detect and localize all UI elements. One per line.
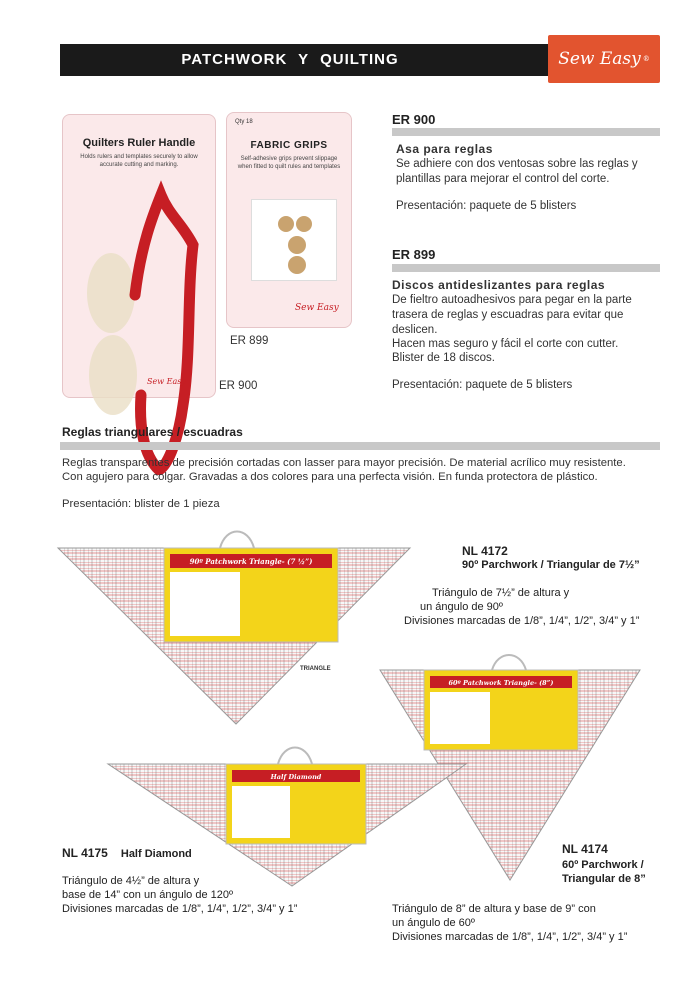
fabric-grips-photo xyxy=(226,112,352,328)
er899-code: ER 899 xyxy=(392,247,436,262)
er899-line: deslicen. xyxy=(392,324,438,336)
nl4175-name: Half Diamond xyxy=(120,848,192,860)
ruler-handle-photo xyxy=(62,114,216,398)
triangles-line: Con agujero para colgar. Gravadas a dos colores para una perfecta visión. En funda protectora de plástico. xyxy=(62,471,598,483)
er899-line: De fieltro autoadhesivos para pegar en la parte xyxy=(392,294,632,306)
er899-presentation: Presentación: paquete de 5 blisters xyxy=(392,379,573,391)
photo-title: FABRIC GRIPS xyxy=(250,140,328,151)
package-title-60: 60º Patchwork Triangle- (8”) xyxy=(448,679,554,687)
nl4175-line: base de 14” con un ángulo de 120º xyxy=(62,889,233,901)
grip-disc xyxy=(278,216,294,232)
triangles-heading: Reglas triangulares / escuadras xyxy=(62,425,243,439)
triangles-line: Reglas transparentes de precisión cortadas con lasser para mayor precisión. De material acrílico muy resistente. xyxy=(62,457,626,469)
nl4172-name: 90º Parchwork / Triangular de 7½” xyxy=(462,559,640,571)
nl4172-line: Divisiones marcadas de 1/8”, 1/4”, 1/2”, 3/4” y 1” xyxy=(404,615,640,627)
nl4174-line: un ángulo de 60º xyxy=(392,917,475,929)
grips-sheet xyxy=(251,199,337,281)
nl4174-code: NL 4174 xyxy=(562,842,608,856)
logo-text: Sew Easy xyxy=(558,49,641,69)
photo-description: Holds rulers and templates securely to allow accurate cutting and marking. xyxy=(80,154,198,168)
photo-caption-er899: ER 899 xyxy=(230,335,269,347)
nl4175-line: Triángulo de 4½” de altura y xyxy=(62,875,200,887)
photo-brand: Sew Easy xyxy=(295,303,339,313)
nl4175-heading xyxy=(62,846,192,861)
nl4174-line: Triángulo de 8” de altura y base de 9” con xyxy=(392,903,596,915)
er899-line: trasera de reglas y escuadras para evitar que xyxy=(392,309,624,321)
package-title-half-diamond: Half Diamond xyxy=(270,773,322,781)
photo-title: Quilters Ruler Handle xyxy=(82,137,196,149)
nl4172-code: NL 4172 xyxy=(462,544,508,558)
er899-title: Discos antideslizantes para reglas xyxy=(392,278,606,292)
nl4174-name: 60º Parchwork / xyxy=(562,859,644,871)
er900-code: ER 900 xyxy=(392,112,436,127)
photo-brand: Sew Easy xyxy=(147,377,186,386)
nl4174-name: Triangular de 8” xyxy=(562,873,646,885)
nl4175-code: NL 4175 xyxy=(62,846,108,860)
logo-mark: ® xyxy=(642,55,650,63)
er900-line: plantillas para mejorar el control del corte. xyxy=(396,173,610,185)
photo-caption-er900: ER 900 xyxy=(219,380,258,392)
er900-title: Asa para reglas xyxy=(396,142,493,156)
nl4172-line: Triángulo de 7½” de altura y xyxy=(432,587,570,599)
er900-line: Se adhiere con dos ventosas sobre las reglas y xyxy=(396,158,638,170)
er899-line: Hacen mas seguro y fácil el corte con cutter. xyxy=(392,338,619,350)
er900-presentation: Presentación: paquete de 5 blisters xyxy=(396,200,577,212)
photo-qty: Qty 18 xyxy=(235,119,253,125)
package-title-90: 90º Patchwork Triangle- (7 ½”) xyxy=(189,557,313,566)
nl4172-line: un ángulo de 90º xyxy=(420,601,503,613)
grip-disc xyxy=(288,256,306,274)
nl4174-line: Divisiones marcadas de 1/8”, 1/4”, 1/2”, 3/4” y 1” xyxy=(392,931,628,943)
page-title: PATCHWORK Y QUILTING xyxy=(181,51,399,68)
er900-rule xyxy=(392,128,660,136)
er899-rule xyxy=(392,264,660,272)
brand-logo xyxy=(548,35,660,83)
triangles-rule xyxy=(60,442,660,450)
triangles-presentation: Presentación: blister de 1 pieza xyxy=(62,498,220,510)
grip-disc xyxy=(288,236,306,254)
nl4175-line: Divisiones marcadas de 1/8”, 1/4”, 1/2”, 3/4” y 1” xyxy=(62,903,298,915)
photo-description: Self-adhesive grips prevent slippage when fitted to quilt rules and templates xyxy=(237,156,341,170)
er899-line: Blister de 18 discos. xyxy=(392,352,495,364)
ruler-text: TRIANGLE xyxy=(300,666,331,672)
grip-disc xyxy=(296,216,312,232)
